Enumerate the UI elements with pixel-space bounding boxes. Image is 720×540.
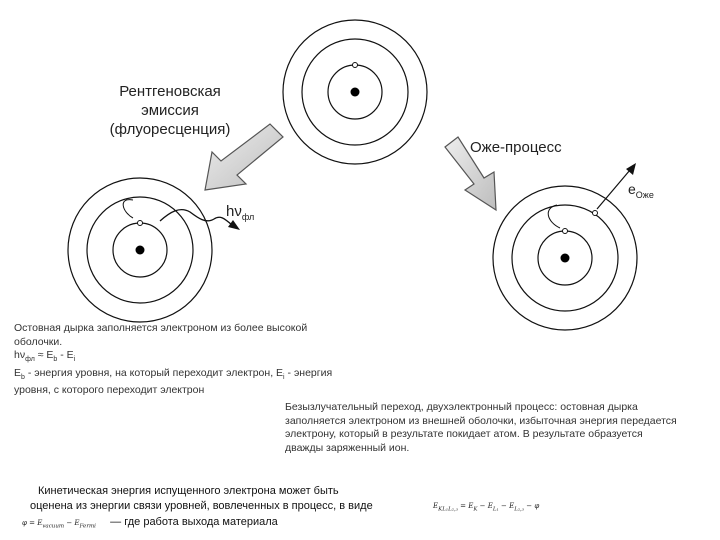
fluorescence-description — [14, 322, 374, 398]
fluorescence-line2: оболочки. — [14, 335, 63, 348]
left-atom-nucleus — [136, 246, 145, 255]
xray-label-line1: Рентгеновская — [119, 83, 221, 100]
fluorescence-line4: $E_b$ - энергия уровня, на который переходит электрон, $E_i$ - энергия — [14, 366, 333, 381]
fluorescence-line5: уровня, с которого переходит электрон — [14, 384, 205, 397]
kinetic-line2: оценена из энергии связи уровней, вовлеченных в процесс, в виде — [30, 500, 373, 512]
auger-energy-formula: $E_{KL_1L_2,_3} = E_K - E_{L_1} - E_{L_2,_3} - \varphi$ — [433, 502, 540, 513]
auger-electron-arrow — [597, 170, 630, 209]
auger-line2: заполняется электроном из внешней оболочки, избыточная энергия передается — [285, 414, 677, 427]
fluorescence-line1: Остовная дырка заполняется электроном из более высокой — [14, 322, 308, 334]
auger-line3: электрону, который в результате покидает атом. В результате образуется — [285, 428, 643, 440]
photon-wavy-arrow — [160, 210, 232, 225]
kinetic-line3 — [22, 515, 278, 534]
left-atom-transition-path — [123, 200, 133, 218]
auger-process-label — [470, 139, 562, 156]
right-atom-nucleus — [561, 254, 570, 263]
top-atom — [283, 20, 427, 164]
xray-label-line2: эмиссия — [141, 102, 199, 119]
auger-electron-symbol: e — [628, 181, 636, 197]
xray-label-line3: (флуоресценция) — [109, 121, 231, 138]
left-atom-electron — [138, 221, 143, 226]
photon-symbol: hν — [226, 203, 242, 220]
auger-line1: Безызлучательный переход, двухэлектронный процесс: остовная дырка — [285, 401, 638, 413]
right-atom-electron — [563, 229, 568, 234]
fluorescence-equation: $h\nu_{фл} \approx E_b - E_i$ — [14, 349, 76, 364]
auger-process-text: Оже-процесс — [470, 139, 562, 156]
left-atom — [68, 178, 240, 322]
right-atom-transition-path — [548, 205, 560, 228]
top-atom-nucleus — [351, 88, 360, 97]
top-atom-vacancy — [353, 63, 358, 68]
kinetic-line1: Кинетическая энергия испущенного электрона может быть — [38, 485, 339, 497]
right-atom — [493, 163, 637, 330]
auger-description — [285, 401, 715, 455]
auger-line4: дважды заряженный ион. — [285, 441, 410, 454]
right-atom-ejected-electron — [593, 211, 598, 216]
auger-electron-label — [628, 181, 654, 200]
auger-electron-subscript: Оже — [635, 189, 654, 200]
kinetic-energy-description — [30, 484, 430, 514]
xray-emission-label — [90, 82, 250, 139]
work-function-formula: $\varphi = E_{vacuum} - E_{Fermi}$ — [22, 519, 96, 530]
photon-subscript: фл — [241, 212, 255, 222]
photon-label — [226, 203, 254, 222]
work-function-text: — где работа выхода материала — [110, 516, 278, 528]
